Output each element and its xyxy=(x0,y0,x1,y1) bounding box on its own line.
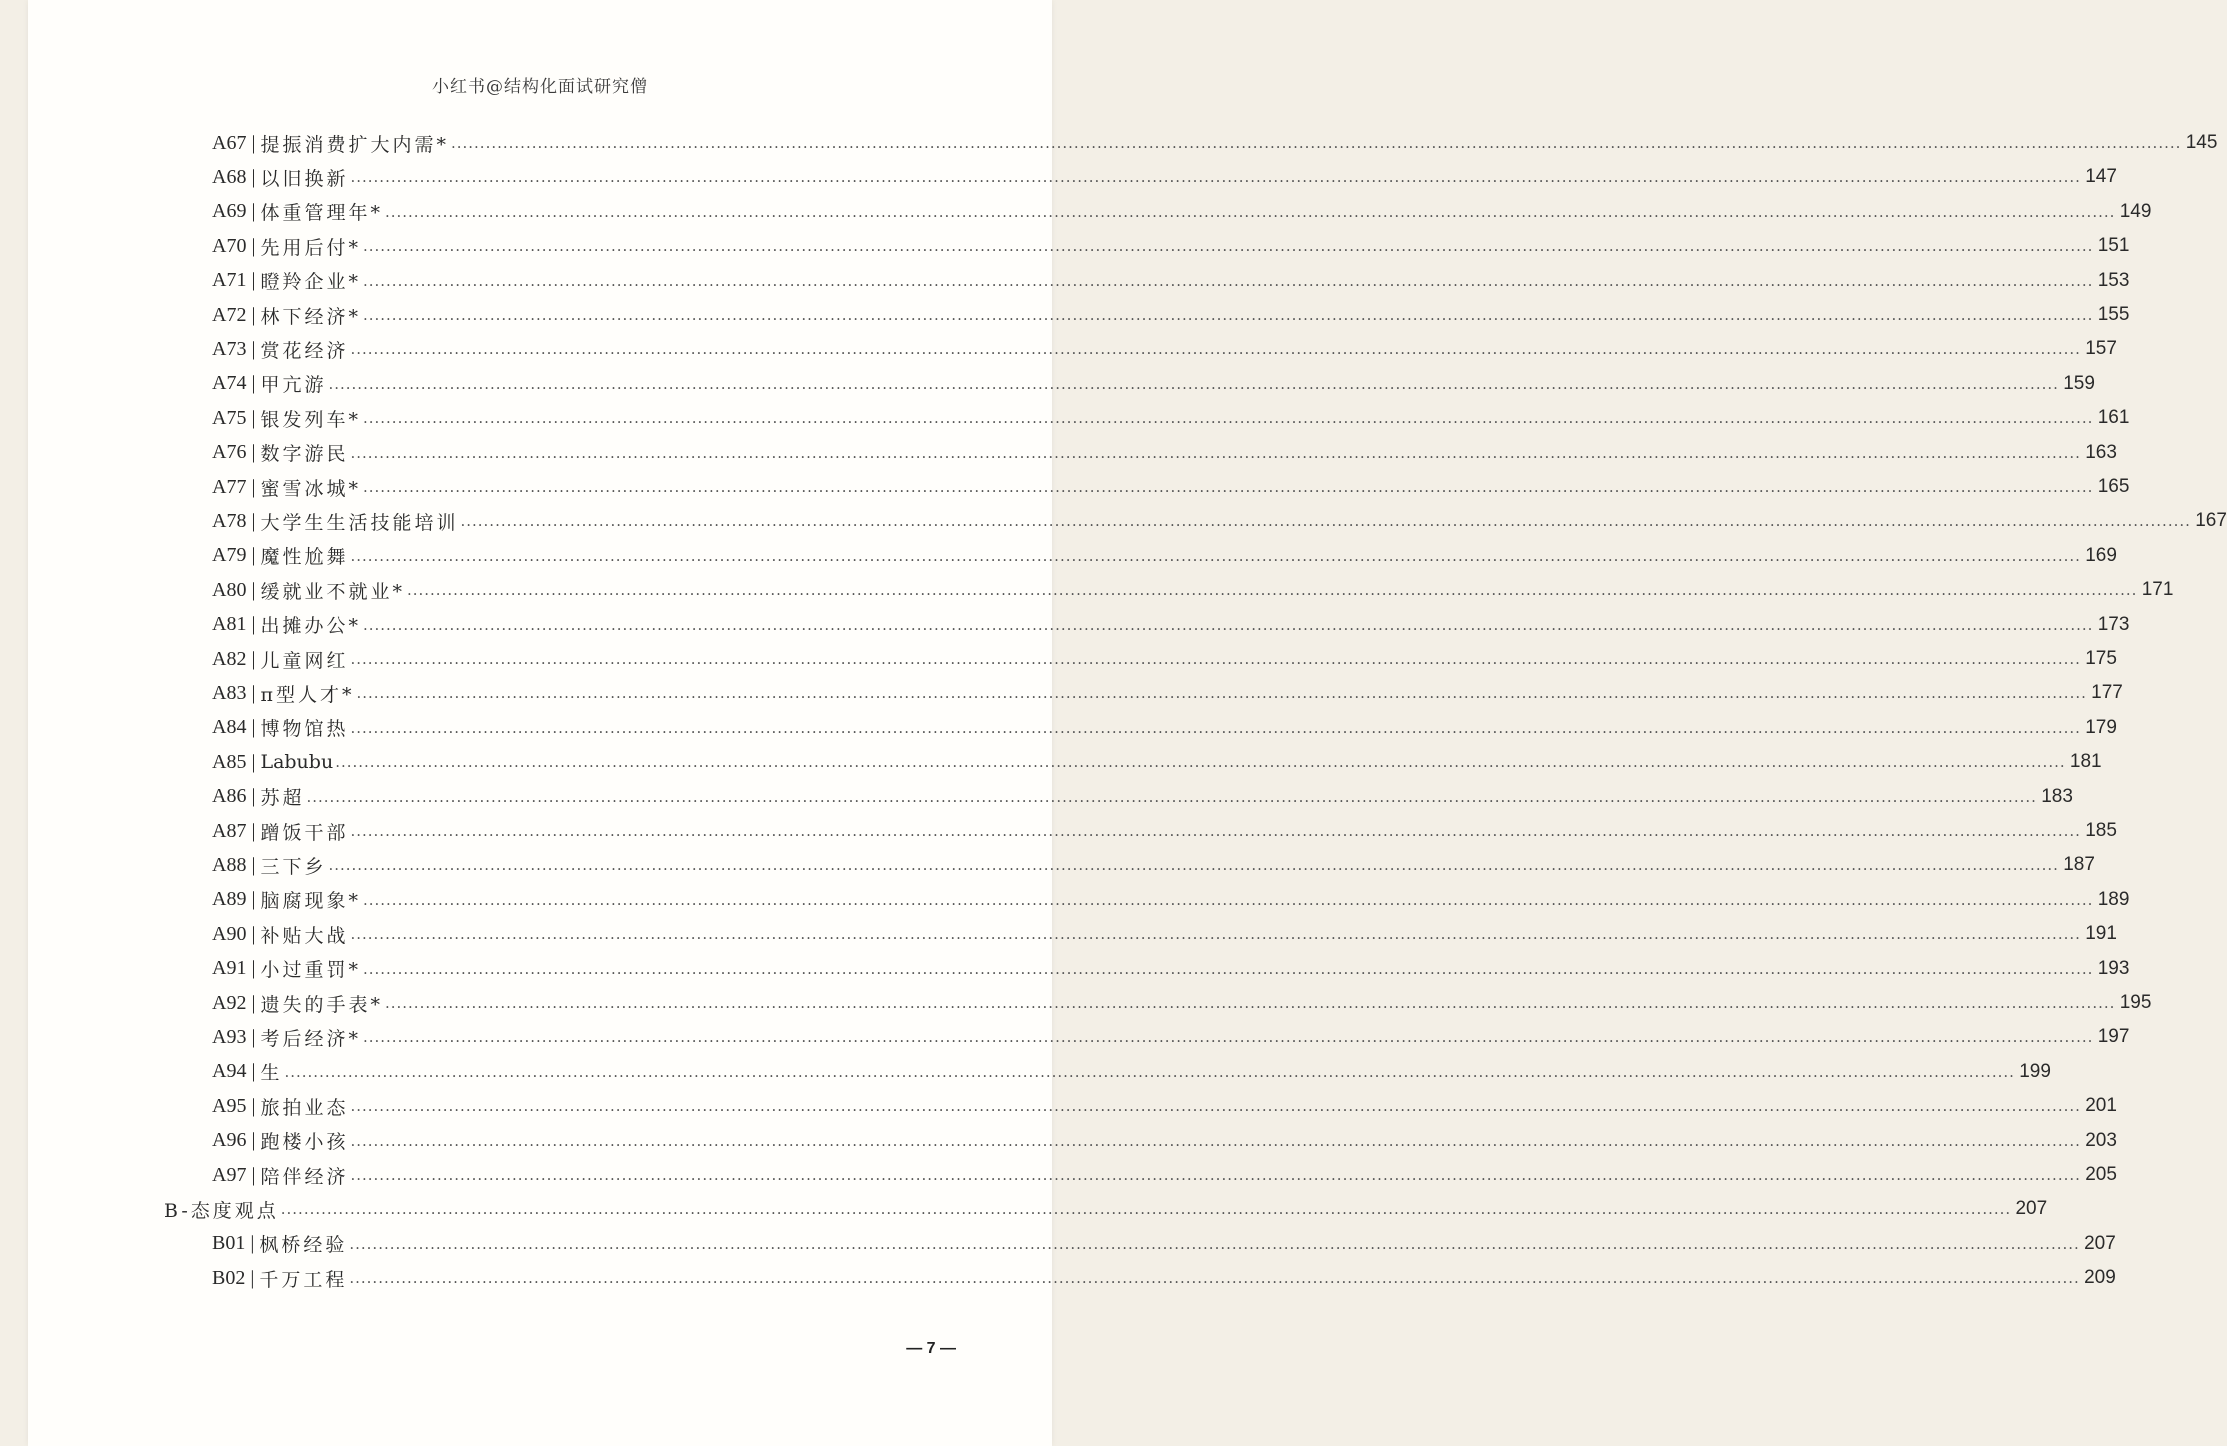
toc-entry-row[interactable] xyxy=(212,332,2117,366)
leader-dots: ............................................................................................................................................................................................................................................................................................................ xyxy=(350,822,2081,840)
entry-code: A71 | xyxy=(212,269,261,292)
entry-page-number: 195 xyxy=(2119,992,2152,1013)
entry-page-number: 209 xyxy=(2084,1267,2116,1289)
entry-page-number: 153 xyxy=(2097,269,2130,291)
entry-page-number: 171 xyxy=(2141,579,2174,601)
entry-title: 大学生生活技能培训 xyxy=(260,511,459,534)
entry-title: 考后经济* xyxy=(260,1027,361,1050)
entry-code: A82 | xyxy=(212,647,261,670)
entry-title: 千万工程 xyxy=(259,1268,348,1291)
toc-entry-row[interactable] xyxy=(212,539,2117,573)
leader-dots: ............................................................................................................................................................................................................................................................................................................ xyxy=(349,1269,2080,1288)
toc-entry-row[interactable] xyxy=(212,1158,2117,1192)
toc-entry-row[interactable] xyxy=(212,401,2130,435)
entry-code: A84 | xyxy=(212,716,261,739)
toc-entry-row[interactable] xyxy=(212,367,2095,401)
toc-entry-row[interactable] xyxy=(212,264,2130,298)
leader-dots: ............................................................................................................................................................................................................................................................................................................ xyxy=(362,890,2094,909)
toc-entry-row[interactable] xyxy=(212,504,2227,538)
entry-title: 陪伴经济 xyxy=(260,1165,349,1188)
entry-page-number: 201 xyxy=(2085,1095,2117,1117)
entry-title: 枫桥经验 xyxy=(259,1234,348,1257)
toc-entry-row[interactable] xyxy=(212,986,2152,1020)
leader-dots: ............................................................................................................................................................................................................................................................................................................ xyxy=(280,1200,2012,1219)
entry-code: A81 | xyxy=(212,613,261,636)
entry-code: A78 | xyxy=(212,509,261,532)
leader-dots: ............................................................................................................................................................................................................................................................................................................ xyxy=(335,753,2066,772)
entry-page-number: 187 xyxy=(2063,854,2095,876)
leader-dots: ............................................................................................................................................................................................................................................................................................................ xyxy=(362,1028,2094,1047)
entry-page-number: 189 xyxy=(2097,888,2130,910)
leader-dots: ............................................................................................................................................................................................................................................................................................................ xyxy=(406,581,2138,600)
entry-title: 生 xyxy=(260,1062,283,1085)
leader-dots: ............................................................................................................................................................................................................................................................................................................ xyxy=(328,374,2059,393)
entry-code: A70 | xyxy=(212,234,261,257)
leader-dots: ............................................................................................................................................................................................................................................................................................................ xyxy=(328,856,2059,875)
toc-entry-row[interactable] xyxy=(212,1124,2117,1158)
leader-dots: ............................................................................................................................................................................................................................................................................................................ xyxy=(350,1097,2081,1116)
entry-title: 提振消费扩大内需* xyxy=(260,133,449,156)
entry-title: 脑腐现象* xyxy=(260,890,361,913)
toc-entry-row[interactable] xyxy=(212,780,2073,814)
leader-dots: ............................................................................................................................................................................................................................................................................................................ xyxy=(350,1131,2081,1150)
entry-title: 蜜雪冰城* xyxy=(260,477,361,500)
entry-code: A75 | xyxy=(212,406,261,429)
entry-code: A90 | xyxy=(212,922,261,945)
entry-page-number: 145 xyxy=(2185,132,2218,153)
leader-dots: ............................................................................................................................................................................................................................................................................................................ xyxy=(284,1062,2015,1081)
toc-entry-row[interactable] xyxy=(212,745,2102,779)
entry-title: 缓就业不就业* xyxy=(260,580,405,603)
entry-title: 银发列车* xyxy=(260,408,361,431)
leader-dots: ............................................................................................................................................................................................................................................................................................................ xyxy=(350,168,2081,187)
toc-entry-row[interactable] xyxy=(212,917,2117,951)
entry-page-number: 183 xyxy=(2041,785,2073,807)
entry-code: A92 | xyxy=(212,991,261,1014)
entry-code: A91 | xyxy=(212,957,261,980)
entry-title: 小过重罚* xyxy=(260,959,361,982)
entry-title: 林下经济* xyxy=(260,305,361,328)
entry-code: A79 | xyxy=(212,544,261,567)
entry-code: A67 | xyxy=(212,131,261,154)
leader-dots: ............................................................................................................................................................................................................................................................................................................ xyxy=(362,615,2094,634)
entry-title: 数字游民 xyxy=(260,443,349,466)
entry-page-number: 157 xyxy=(2085,338,2117,360)
toc-section-row[interactable] xyxy=(164,1192,2048,1226)
entry-code: B01 | xyxy=(212,1232,260,1255)
leader-dots: ............................................................................................................................................................................................................................................................................................................ xyxy=(362,478,2094,496)
entry-title: 跑楼小孩 xyxy=(260,1131,349,1154)
toc-entry-row[interactable] xyxy=(212,573,2174,607)
entry-page-number: 191 xyxy=(2085,923,2117,945)
entry-page-number: 177 xyxy=(2091,682,2123,704)
toc-entry-row[interactable] xyxy=(212,229,2130,263)
entry-title: 苏超 xyxy=(260,787,305,810)
entry-page-number: 193 xyxy=(2097,957,2130,979)
entry-title: 体重管理年* xyxy=(260,202,383,225)
leader-dots: ............................................................................................................................................................................................................................................................................................................ xyxy=(356,684,2087,703)
entry-page-number: 197 xyxy=(2097,1026,2130,1048)
entry-code: A74 | xyxy=(212,372,261,395)
leader-dots: ............................................................................................................................................................................................................................................................................................................ xyxy=(306,787,2037,806)
toc-entry-row[interactable] xyxy=(212,195,2152,229)
leader-dots: ............................................................................................................................................................................................................................................................................................................ xyxy=(350,925,2081,944)
leader-dots: ............................................................................................................................................................................................................................................................................................................ xyxy=(350,546,2081,565)
entry-code: A89 | xyxy=(212,888,261,911)
entry-code: A97 | xyxy=(212,1163,261,1186)
toc-entry-row[interactable] xyxy=(212,848,2095,882)
leader-dots: ............................................................................................................................................................................................................................................................................................................ xyxy=(384,202,2116,221)
entry-page-number: 205 xyxy=(2085,1164,2117,1185)
entry-title: 以旧换新 xyxy=(260,167,349,190)
toc-entry-row[interactable] xyxy=(212,952,2130,986)
toc-entry-row[interactable] xyxy=(212,1055,2051,1089)
document-page xyxy=(28,0,2227,1446)
entry-page-number: 173 xyxy=(2097,613,2130,635)
entry-page-number: 207 xyxy=(2015,1198,2048,1220)
leader-dots: ............................................................................................................................................................................................................................................................................................................ xyxy=(350,650,2081,668)
leader-dots: ............................................................................................................................................................................................................................................................................................................ xyxy=(349,1234,2080,1253)
leader-dots: ............................................................................................................................................................................................................................................................................................................ xyxy=(362,306,2094,324)
entry-code: A88 | xyxy=(212,853,261,876)
leader-dots: ............................................................................................................................................................................................................................................................................................................ xyxy=(350,443,2081,462)
toc-entry-row[interactable] xyxy=(212,298,2130,332)
toc-entry-row[interactable] xyxy=(212,160,2117,194)
entry-code: A94 | xyxy=(212,1060,261,1083)
entry-title: 补贴大战 xyxy=(260,924,349,947)
page-header: 小红书@结构化面试研究僧 xyxy=(432,77,648,97)
entry-code: A85 | xyxy=(212,750,261,773)
entry-title: 博物馆热 xyxy=(260,718,349,741)
entry-code: A96 | xyxy=(212,1129,261,1152)
entry-page-number: 155 xyxy=(2097,304,2130,325)
entry-code: A95 | xyxy=(212,1094,261,1117)
entry-page-number: 165 xyxy=(2097,476,2130,497)
entry-title: 蹭饭干部 xyxy=(260,821,349,844)
toc-entry-row[interactable] xyxy=(212,883,2130,917)
toc-entry-row[interactable] xyxy=(212,676,2123,710)
entry-code: A73 | xyxy=(212,337,261,360)
entry-page-number: 149 xyxy=(2119,200,2152,222)
toc-entry-row[interactable] xyxy=(212,470,2130,504)
entry-title: 旅拍业态 xyxy=(260,1096,349,1119)
entry-page-number: 181 xyxy=(2069,751,2102,773)
entry-code: A68 | xyxy=(212,165,261,188)
entry-page-number: 169 xyxy=(2085,544,2117,566)
toc-entry-row[interactable] xyxy=(212,642,2117,676)
entry-title: 魔性尬舞 xyxy=(260,546,349,569)
entry-code: B02 | xyxy=(212,1266,260,1289)
entry-code: A93 | xyxy=(212,1025,261,1048)
leader-dots: ............................................................................................................................................................................................................................................................................................................ xyxy=(362,959,2094,978)
entry-page-number: 185 xyxy=(2085,820,2117,841)
toc-entry-row[interactable] xyxy=(212,814,2117,848)
entry-page-number: 179 xyxy=(2085,716,2117,738)
page-number: — 7 — xyxy=(906,1340,956,1357)
toc-entry-row[interactable] xyxy=(212,1020,2130,1054)
leader-dots: ............................................................................................................................................................................................................................................................................................................ xyxy=(460,512,2191,531)
entry-title: B-态度观点 xyxy=(164,1199,279,1222)
entry-title: 遗失的手表* xyxy=(260,993,383,1016)
entry-code: A86 | xyxy=(212,785,261,808)
entry-page-number: 207 xyxy=(2084,1232,2116,1254)
leader-dots: ............................................................................................................................................................................................................................................................................................................ xyxy=(384,994,2116,1012)
entry-title: 先用后付* xyxy=(260,236,361,259)
entry-page-number: 147 xyxy=(2085,166,2117,188)
leader-dots: ............................................................................................................................................................................................................................................................................................................ xyxy=(362,271,2094,290)
toc-entry-row[interactable] xyxy=(212,608,2130,642)
entry-page-number: 151 xyxy=(2097,235,2130,257)
entry-title: π型人才* xyxy=(260,683,355,706)
entry-title: 瞪羚企业* xyxy=(260,271,361,294)
toc-entry-row[interactable] xyxy=(212,711,2117,745)
entry-code: A77 | xyxy=(212,475,261,498)
entry-title: Labubu xyxy=(260,751,334,774)
leader-dots: ............................................................................................................................................................................................................................................................................................................ xyxy=(362,237,2094,256)
leader-dots: ............................................................................................................................................................................................................................................................................................................ xyxy=(350,340,2081,359)
entry-page-number: 199 xyxy=(2019,1060,2051,1082)
entry-title: 三下乡 xyxy=(260,855,327,878)
leader-dots: ............................................................................................................................................................................................................................................................................................................ xyxy=(362,409,2094,428)
leader-dots: ............................................................................................................................................................................................................................................................................................................ xyxy=(450,134,2182,152)
entry-code: A72 | xyxy=(212,303,261,326)
entry-title: 甲亢游 xyxy=(260,374,327,397)
entry-page-number: 167 xyxy=(2195,510,2227,532)
toc-entry-row[interactable] xyxy=(212,436,2117,470)
entry-page-number: 161 xyxy=(2097,407,2130,429)
entry-title: 赏花经济 xyxy=(260,339,349,362)
leader-dots: ............................................................................................................................................................................................................................................................................................................ xyxy=(350,718,2081,737)
entry-code: A69 | xyxy=(212,200,261,223)
entry-code: A87 | xyxy=(212,819,261,842)
leader-dots: ............................................................................................................................................................................................................................................................................................................ xyxy=(350,1166,2081,1184)
toc-entry-row[interactable] xyxy=(212,1227,2116,1261)
toc-entry-row[interactable] xyxy=(212,1089,2117,1123)
entry-code: A83 | xyxy=(212,681,261,704)
toc-entry-row[interactable] xyxy=(212,126,2218,160)
entry-page-number: 163 xyxy=(2085,441,2117,463)
entry-code: A76 | xyxy=(212,441,261,464)
entry-code: A80 | xyxy=(212,578,261,601)
entry-title: 儿童网红 xyxy=(260,649,349,672)
entry-title: 出摊办公* xyxy=(260,615,361,638)
entry-page-number: 175 xyxy=(2085,648,2117,669)
entry-page-number: 159 xyxy=(2063,372,2095,394)
entry-page-number: 203 xyxy=(2085,1129,2117,1151)
toc-entry-row[interactable] xyxy=(212,1261,2116,1295)
